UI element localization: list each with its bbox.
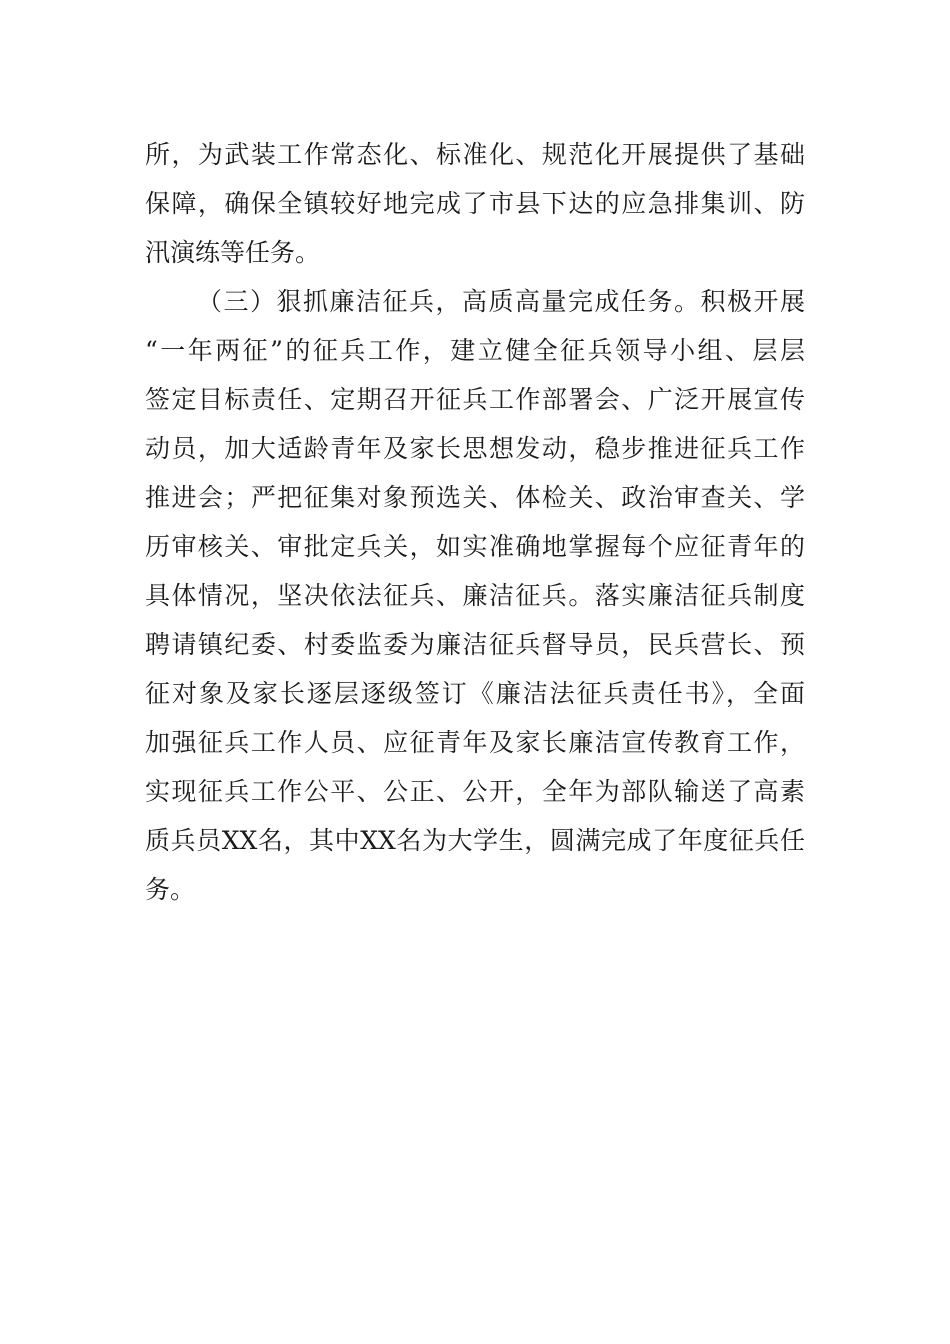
text-line: 汛演练等任务。 xyxy=(145,238,321,267)
text-line: 质兵员XX名，其中XX名为大学生，圆满完成了年度征兵任 xyxy=(145,826,805,855)
text-line: 动员，加大适龄青年及家长思想发动，稳步推进征兵工作 xyxy=(145,434,805,463)
text-line: 具体情况，坚决依法征兵、廉洁征兵。落实廉洁征兵制度 xyxy=(145,581,805,610)
text-line: 保障，确保全镇较好地完成了市县下达的应急排集训、防 xyxy=(145,189,805,218)
text-line: 加强征兵工作人员、应征青年及家长廉洁宣传教育工作， xyxy=(145,728,805,757)
text-line: 聘请镇纪委、村委监委为廉洁征兵督导员，民兵营长、预 xyxy=(145,630,805,659)
text-line: 征对象及家长逐层逐级签订《廉洁法征兵责任书》，全面 xyxy=(145,679,805,708)
text-line: 所，为武装工作常态化、标准化、规范化开展提供了基础 xyxy=(145,140,805,169)
text-line: 务。 xyxy=(145,875,196,904)
text-line: “一年两征”的征兵工作，建立健全征兵领导小组、层层 xyxy=(145,336,805,365)
text-line: 历审核关、审批定兵关，如实准确地掌握每个应征青年的 xyxy=(145,532,805,561)
text-line: 签定目标责任、定期召开征兵工作部署会、广泛开展宣传 xyxy=(145,385,805,414)
text-line: 推进会；严把征集对象预选关、体检关、政治审查关、学 xyxy=(145,483,805,512)
section-heading-line: （三）狠抓廉洁征兵，高质高量完成任务。积极开展 xyxy=(197,287,805,316)
text-line: 实现征兵工作公平、公正、公开，全年为部队输送了高素 xyxy=(145,777,805,806)
